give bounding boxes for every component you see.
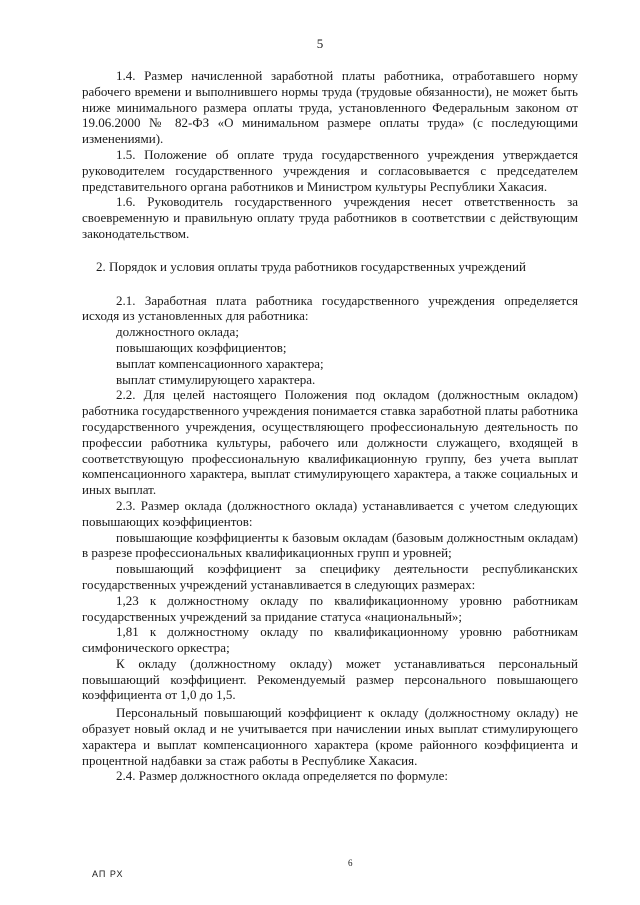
paragraph-2-3-personal-note: Персональный повышающий коэффициент к окладу (должностному окладу) не образует новый оклад и не учитывается при начислении иных выплат стимулирующего характера и выплат компенсационного характера (кроме районного коэффициента и процентной надбавки за стаж работы в Республике Хакасия. xyxy=(82,705,578,768)
paragraph-2-3-personal: К окладу (должностному окладу) может устанавливаться персональный повышающий коэффициент. Рекомендуемый размер персонального повышающего коэффициента от 1,0 до 1,5. xyxy=(82,655,578,703)
paragraph-2-4: 2.4. Размер должностного оклада определяется по формуле: xyxy=(116,768,448,784)
document-body xyxy=(82,68,578,784)
paragraph-2-3: 2.3. Размер оклада (должностного оклада) устанавливается с учетом следующих повышающих коэффициентов: xyxy=(82,497,578,529)
paragraph-2-1: 2.1. Заработная плата работника государственного учреждения определяется исходя из установленных для работника: xyxy=(82,292,578,324)
paragraph-1-5: 1.5. Положение об оплате труда государственного учреждения утверждается руководителем государственного учреждения и согласовывается с председателем представительного органа работников и Министром культуры Республики Хакасия. xyxy=(82,146,578,194)
paragraph-2-2: 2.2. Для целей настоящего Положения под окладом (должностным окладом) работника государственного учреждения понимается ставка заработной платы работника государственного учреждения, осуществляющего профессиональную деятельность по профессии работника культуры, рабочего или должности служащего, входящей в соответствующую профессиональную квалификационную группу, без учета выплат компенсационного характера, выплат стимулирующего характера, а также социальных и иных выплат. xyxy=(82,387,578,498)
paragraph-2-3-specific-coefficient: повышающий коэффициент за специфику деятельности республиканских государственных учреждений устанавливается в следующих размерах: xyxy=(82,561,578,592)
page-number: 5 xyxy=(316,36,324,51)
footer-mark: 6 xyxy=(348,858,353,868)
paragraph-2-3-national-status: 1,23 к должностному окладу по квалификационному уровню работникам государственных учреждений за придание статуса «национальный»; xyxy=(82,592,578,624)
section-heading: 2. Порядок и условия оплаты труда работников государственных учреждений xyxy=(96,258,526,274)
paragraph-1-6: 1.6. Руководитель государственного учреждения несет ответственность за своевременную и правильную оплату труда работников в соответствии с действующим законодательством. xyxy=(82,194,578,241)
list-item: повышающих коэффициентов; xyxy=(116,339,287,355)
paragraph-2-3-symphony: 1,81 к должностному окладу по квалификационному уровню работникам симфонического оркестра; xyxy=(82,624,578,656)
footer-code: АП РХ xyxy=(92,869,124,879)
paragraph-1-4: 1.4. Размер начисленной заработной платы работника, отработавшего норму рабочего времени и выполнившего нормы труда (трудовые обязанности), не может быть ниже минимального размера оплаты труда, установленного Федеральным законом от 19.06.2000 № 82-ФЗ «О минимальном размере оплаты труда» (с последующими изменениями). xyxy=(82,68,578,147)
list-item: выплат компенсационного характера; xyxy=(116,355,324,371)
list-item: выплат стимулирующего характера. xyxy=(116,371,316,387)
list-item: должностного оклада; xyxy=(116,324,239,340)
paragraph-2-3-base-coefficients: повышающие коэффициенты к базовым окладам (базовым должностным окладам) в разрезе профессиональных квалификационных групп и уровней; xyxy=(82,529,578,561)
